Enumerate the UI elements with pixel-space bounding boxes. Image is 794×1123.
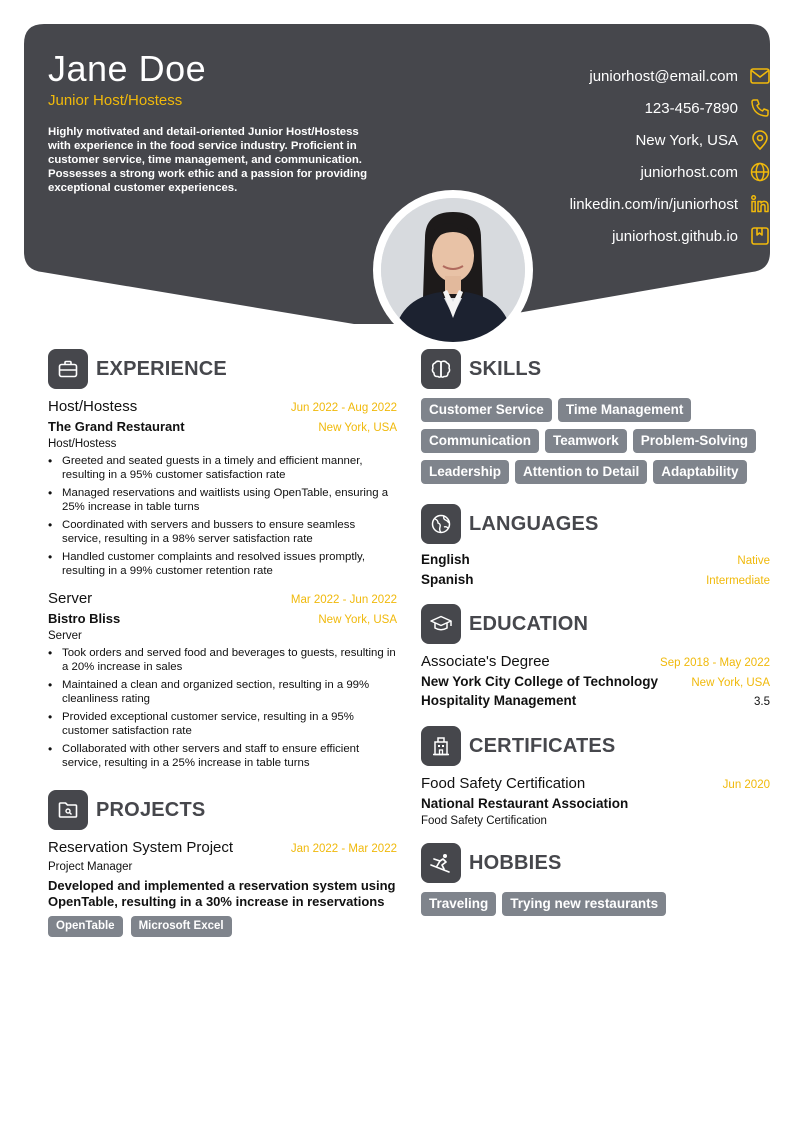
education-degree: Associate's Degree <box>421 653 550 670</box>
certificate-date: Jun 2020 <box>722 779 770 791</box>
skill-chip: Customer Service <box>421 398 552 422</box>
skills-header <box>421 349 770 389</box>
certificate-name: Food Safety Certification <box>421 775 586 792</box>
contact-email-text: juniorhost@email.com <box>589 67 738 85</box>
folder-icon <box>48 790 88 830</box>
job-company: Bistro Bliss <box>48 611 121 626</box>
job-bullet: • Greeted and seated guests in a timely and efficient manner, resulting in a 95% customer satisfaction rate <box>48 454 397 482</box>
job-title: Host/Hostess <box>48 398 138 415</box>
project-role: Project Manager <box>48 861 133 873</box>
skills-title: SKILLS <box>469 357 542 380</box>
project-tag: Microsoft Excel <box>131 916 232 937</box>
mail-icon <box>750 66 770 86</box>
education-school: New York City College of Technology <box>421 674 659 689</box>
projects-header <box>48 790 397 830</box>
location-pin-icon <box>750 130 770 150</box>
job-bullets <box>48 454 397 578</box>
brain-icon <box>421 349 461 389</box>
building-icon <box>421 726 461 766</box>
linkedin-icon <box>750 194 770 214</box>
job-location: New York, USA <box>318 614 397 626</box>
job-bullets <box>48 646 397 770</box>
job-bullet: • Maintained a clean and organized section, resulting in a 99% cleanliness rating <box>48 678 397 706</box>
education-title: EDUCATION <box>469 612 589 635</box>
job-bullet: • Handled customer complaints and resolved issues promptly, resulting in a 99% customer retention rate <box>48 550 397 578</box>
projects-title: PROJECTS <box>96 798 206 821</box>
contact-phone[interactable] <box>645 94 770 122</box>
contact-website[interactable] <box>640 158 770 186</box>
contact-location-text: New York, USA <box>635 131 738 149</box>
languages-list <box>421 552 770 592</box>
job-bullet: • Managed reservations and waitlists using OpenTable, ensuring a 25% increase in table turns <box>48 486 397 514</box>
experience-header <box>48 349 397 389</box>
project-item <box>48 839 397 937</box>
certificate-item <box>421 775 770 827</box>
left-column <box>48 349 397 937</box>
briefcase-icon <box>48 349 88 389</box>
job-dates: Jun 2022 - Aug 2022 <box>290 402 397 414</box>
languages-title: LANGUAGES <box>469 512 599 535</box>
globe-icon <box>750 162 770 182</box>
certificate-issuer: National Restaurant Association <box>421 796 629 811</box>
language-level: Intermediate <box>706 575 770 587</box>
skill-chip: Teamwork <box>545 429 627 453</box>
job-position: Host/Hostess <box>48 438 117 450</box>
education-item <box>421 653 770 708</box>
hobby-chip: Traveling <box>421 892 496 916</box>
experience-title: EXPERIENCE <box>96 357 227 380</box>
job-bullet: • Coordinated with servers and bussers to ensure seamless service, resulting in a 98% server satisfaction rate <box>48 518 397 546</box>
languages-header <box>421 504 770 544</box>
job-bullet: • Provided exceptional customer service, resulting in a 95% customer satisfaction rate <box>48 710 397 738</box>
education-dates: Sep 2018 - May 2022 <box>660 657 770 669</box>
hobbies-list <box>421 892 770 923</box>
education-gpa: 3.5 <box>754 696 770 708</box>
language-name: Spanish <box>421 572 474 587</box>
job-position: Server <box>48 630 82 642</box>
hobbies-header <box>421 843 770 883</box>
candidate-role: Junior Host/Hostess <box>48 92 183 109</box>
graduation-cap-icon <box>421 604 461 644</box>
skier-icon <box>421 843 461 883</box>
contact-github-text: juniorhost.github.io <box>612 227 738 245</box>
skill-chip: Attention to Detail <box>515 460 647 484</box>
job-title: Server <box>48 590 93 607</box>
skill-chip: Adaptability <box>653 460 746 484</box>
hobby-chip: Trying new restaurants <box>502 892 666 916</box>
summary-text: Highly motivated and detail-oriented Junior Host/Hostess with experience in the food service industry. Proficient in customer service, time management, and communication. Possesses a strong work ethic and a passion for providing exceptional customer experiences. <box>48 126 368 194</box>
contact-github[interactable] <box>612 222 770 250</box>
contact-phone-text: 123-456-7890 <box>644 99 738 117</box>
education-header <box>421 604 770 644</box>
skill-chip: Time Management <box>558 398 692 422</box>
contact-linkedin[interactable] <box>570 190 770 218</box>
contact-location[interactable] <box>635 126 770 154</box>
language-level: Native <box>737 555 770 567</box>
contact-website-text: juniorhost.com <box>640 163 738 181</box>
skill-chip: Communication <box>421 429 539 453</box>
skill-chip: Leadership <box>421 460 509 484</box>
candidate-name: Jane Doe <box>48 48 207 89</box>
globe-language-icon <box>421 504 461 544</box>
profile-photo <box>381 198 525 342</box>
skills-list <box>421 398 770 491</box>
experience-item <box>48 398 397 578</box>
bookmark-icon <box>750 226 770 246</box>
certificate-detail: Food Safety Certification <box>421 815 547 827</box>
certificates-header <box>421 726 770 766</box>
job-location: New York, USA <box>318 422 397 434</box>
right-column <box>421 349 770 923</box>
job-bullet: • Took orders and served food and beverages to guests, resulting in a 20% increase in sales <box>48 646 397 674</box>
certificates-title: CERTIFICATES <box>469 734 616 757</box>
skill-chip: Problem-Solving <box>633 429 756 453</box>
experience-item <box>48 590 397 770</box>
education-location: New York, USA <box>691 677 770 689</box>
contact-email[interactable] <box>589 62 770 90</box>
education-field: Hospitality Management <box>421 693 577 708</box>
language-row <box>421 572 770 592</box>
job-company: The Grand Restaurant <box>48 419 185 434</box>
language-name: English <box>421 552 470 567</box>
project-dates: Jan 2022 - Mar 2022 <box>290 843 397 855</box>
phone-icon <box>750 98 770 118</box>
project-tags <box>48 916 397 937</box>
project-tag: OpenTable <box>48 916 123 937</box>
project-title: Reservation System Project <box>48 839 234 856</box>
job-dates: Mar 2022 - Jun 2022 <box>290 594 397 606</box>
hobbies-title: HOBBIES <box>469 851 562 874</box>
project-description: Developed and implemented a reservation system using OpenTable, resulting in a 30% increase in reservations <box>48 878 396 909</box>
contact-linkedin-text: linkedin.com/in/juniorhost <box>569 195 738 213</box>
language-row <box>421 552 770 572</box>
job-bullet: • Collaborated with other servers and staff to ensure efficient service, resulting in a 25% increase in table turns <box>48 742 397 770</box>
